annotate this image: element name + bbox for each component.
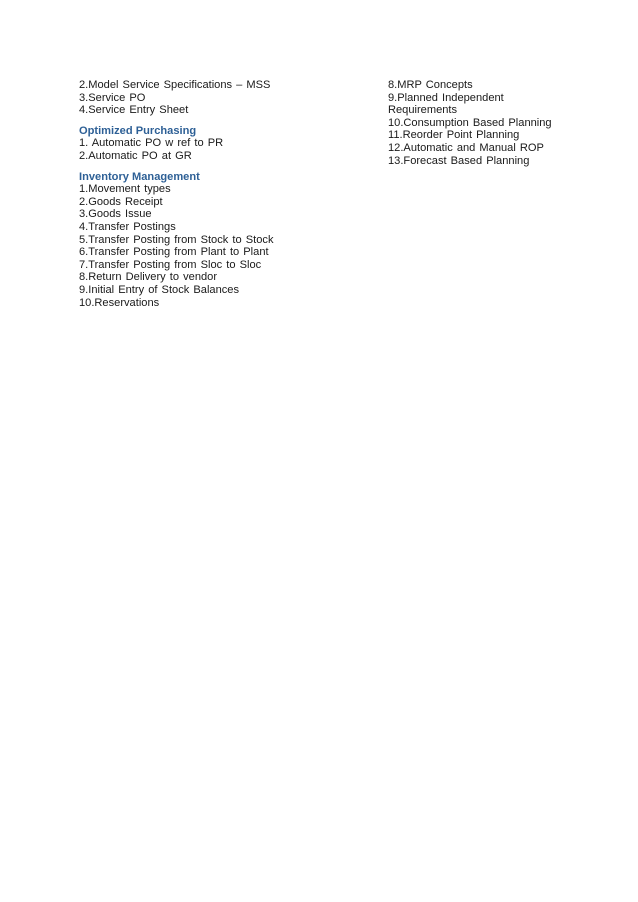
optimized-purchasing-section (79, 125, 369, 163)
section-heading: Inventory Management (79, 170, 200, 183)
list-item: 1. Automatic PO w ref to PR (79, 137, 224, 150)
list-item: 9.Planned Independent (388, 91, 504, 104)
list-item: 7.Transfer Posting from Sloc to Sloc (79, 258, 262, 271)
inventory-management-section (79, 171, 369, 310)
list-item: 3.Goods Issue (79, 208, 152, 221)
left-column (79, 79, 369, 309)
list-item: 13.Forecast Based Planning (388, 154, 530, 167)
section-gap (79, 163, 369, 171)
list-item: 11.Reorder Point Planning (388, 129, 520, 142)
list-item: 8.Return Delivery to vendor (79, 271, 218, 284)
list-item: 10.Reservations (79, 296, 160, 309)
list-item: 8.MRP Concepts (388, 79, 473, 91)
list-item: 4.Transfer Postings (79, 220, 176, 233)
section-gap (79, 117, 369, 125)
service-items-list (79, 79, 369, 117)
list-item: 9.Initial Entry of Stock Balances (79, 283, 240, 296)
list-item: Requirements (388, 104, 458, 117)
list-item: 1.Movement types (79, 183, 171, 196)
section-heading: Optimized Purchasing (79, 124, 197, 137)
list-item: 2.Goods Receipt (79, 195, 163, 208)
list-item: 12.Automatic and Manual ROP (388, 141, 544, 154)
list-item: 2.Model Service Specifications – MSS (79, 79, 271, 91)
list-item: 6.Transfer Posting from Plant to Plant (79, 246, 269, 259)
list-item: 2.Automatic PO at GR (79, 149, 192, 162)
right-column (388, 79, 588, 167)
list-item: 5.Transfer Posting from Stock to Stock (79, 233, 274, 246)
list-item: 4.Service Entry Sheet (79, 104, 189, 117)
list-item: 3.Service PO (79, 91, 146, 104)
list-item: 10.Consumption Based Planning (388, 116, 552, 129)
